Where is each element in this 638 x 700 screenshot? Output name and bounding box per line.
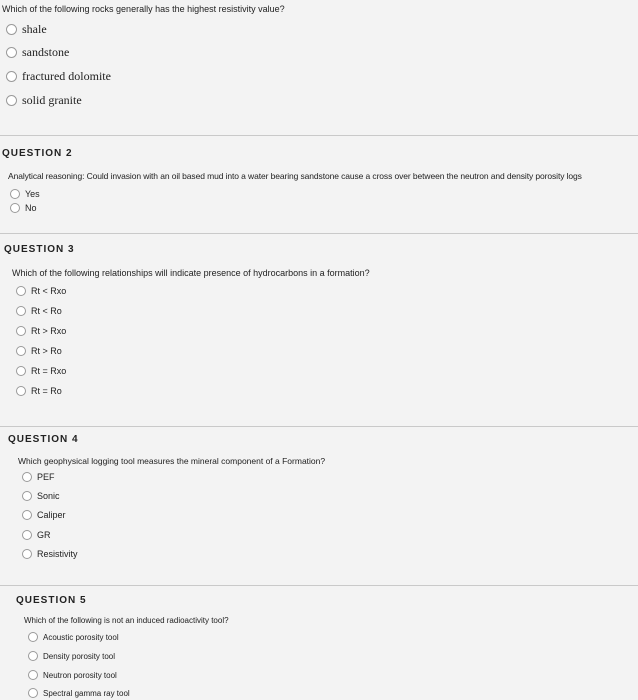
divider [0,426,638,427]
question-5-prompt: Which of the following is not an induced radioactivity tool? [24,616,229,625]
q1-option-sandstone[interactable] [6,45,69,60]
option-label: Caliper [37,510,66,520]
radio-button[interactable] [16,286,26,296]
radio-button[interactable] [16,366,26,376]
divider [0,585,638,586]
q1-option-shale[interactable] [6,22,47,37]
q1-option-solid-granite[interactable] [6,93,82,108]
option-label: Rt < Rxo [31,286,67,296]
q3-option-rt-eq-rxo[interactable] [16,366,66,376]
q1-option-fractured-dolomite[interactable] [6,69,111,84]
q3-option-rt-gt-rxo[interactable] [16,326,66,336]
radio-button[interactable] [16,386,26,396]
q5-option-acoustic-porosity-tool[interactable] [28,632,119,642]
radio-button[interactable] [28,632,38,642]
option-label: sandstone [22,45,70,59]
q3-option-rt-gt-ro[interactable] [16,346,62,356]
radio-button[interactable] [6,24,17,35]
option-label: Density porosity tool [43,651,116,661]
radio-button[interactable] [6,95,17,106]
radio-button[interactable] [28,651,38,661]
question-2-prompt: Analytical reasoning: Could invasion with an oil based mud into a water bearing sandstone cause a cross over between the neutron and density porosity logs [8,171,582,181]
q4-option-pef[interactable] [22,472,55,482]
radio-button[interactable] [6,71,17,82]
question-4-prompt: Which geophysical logging tool measures the mineral component of a Formation? [18,456,326,466]
radio-button[interactable] [10,203,20,213]
q5-option-density-porosity-tool[interactable] [28,651,115,661]
radio-button[interactable] [28,670,38,680]
radio-button[interactable] [22,491,32,501]
option-label: Rt = Ro [31,386,62,396]
radio-button[interactable] [22,530,32,540]
q2-option-yes[interactable] [10,189,40,199]
q5-option-neutron-porosity-tool[interactable] [28,670,117,680]
q3-option-rt-lt-ro[interactable] [16,306,62,316]
radio-button[interactable] [22,549,32,559]
option-label: No [25,203,37,213]
option-label: Rt > Ro [31,346,62,356]
q4-option-resistivity[interactable] [22,549,78,559]
option-label: Rt = Rxo [31,366,67,376]
radio-button[interactable] [16,306,26,316]
option-label: Resistivity [37,549,78,559]
option-label: solid granite [22,93,82,107]
q4-option-gr[interactable] [22,530,51,540]
option-label: Rt > Rxo [31,326,67,336]
question-5-header: QUESTION 5 [16,595,87,606]
question-3-prompt: Which of the following relationships will indicate presence of hydrocarbons in a formation? [12,268,370,278]
radio-button[interactable] [10,189,20,199]
option-label: shale [22,22,47,36]
radio-button[interactable] [22,472,32,482]
option-label: PEF [37,472,55,482]
q3-option-rt-lt-rxo[interactable] [16,286,66,296]
q2-option-no[interactable] [10,203,37,213]
option-label: fractured dolomite [22,69,111,83]
option-label: Acoustic porosity tool [43,632,119,642]
option-label: Yes [25,189,40,199]
option-label: Neutron porosity tool [43,670,117,680]
option-label: Spectral gamma ray tool [43,688,130,698]
radio-button[interactable] [28,688,38,698]
divider [0,135,638,136]
question-1-prompt: Which of the following rocks generally has the highest resistivity value? [2,4,285,14]
radio-button[interactable] [6,47,17,58]
option-label: GR [37,530,51,540]
option-label: Sonic [37,491,60,501]
radio-button[interactable] [22,510,32,520]
q5-option-spectral-gamma-ray-tool[interactable] [28,688,130,698]
question-4-header: QUESTION 4 [8,434,79,445]
question-3-header: QUESTION 3 [4,244,75,255]
radio-button[interactable] [16,326,26,336]
question-2-header: QUESTION 2 [2,148,73,159]
q3-option-rt-eq-ro[interactable] [16,386,62,396]
option-label: Rt < Ro [31,306,62,316]
radio-button[interactable] [16,346,26,356]
q4-option-sonic[interactable] [22,491,60,501]
q4-option-caliper[interactable] [22,510,66,520]
divider [0,233,638,234]
